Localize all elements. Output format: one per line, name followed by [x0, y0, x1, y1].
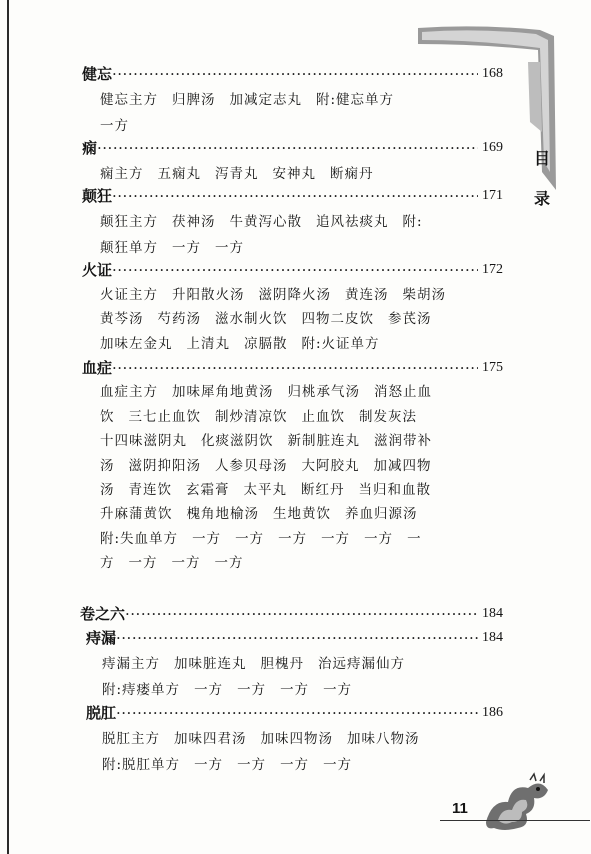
toc-page-number: 175 [482, 360, 503, 375]
toc-page-number: 186 [482, 705, 503, 720]
toc-subentry-line [100, 529, 436, 549]
dragon-ornament [478, 772, 553, 834]
toc-subentry-line [100, 116, 143, 136]
toc-subentry[interactable]: 加味四君汤 [174, 731, 247, 747]
toc-subentry[interactable]: 一方 [192, 530, 222, 547]
toc-subentry[interactable]: 滋阴降火汤 [258, 286, 331, 303]
toc-heading[interactable] [86, 628, 503, 648]
toc-leader-dots [97, 138, 478, 158]
toc-subentry[interactable]: 泻青丸 [215, 166, 259, 182]
toc-subentry[interactable]: 一方 [100, 118, 129, 134]
toc-subentry[interactable]: 制发灰法 [359, 408, 417, 425]
toc-subentry[interactable]: 五痫丸 [157, 166, 201, 182]
toc-subentry[interactable]: 十四味滋阴丸 [100, 433, 187, 450]
toc-subentry[interactable]: 附:失血单方 [100, 530, 179, 547]
toc-subentry[interactable]: 升麻蒲黄饮 [100, 506, 173, 523]
toc-heading-title: 痫 [82, 139, 98, 157]
toc-subentry-line [100, 480, 445, 500]
toc-subentry[interactable]: 汤 [100, 482, 115, 498]
toc-subentry[interactable]: 柴胡汤 [402, 286, 446, 303]
toc-subentry[interactable]: 一方 [172, 240, 201, 256]
toc-subentry[interactable]: 止血饮 [301, 408, 345, 425]
toc-subentry-line [100, 90, 408, 110]
toc-subentry[interactable]: 青连饮 [128, 482, 172, 498]
toc-subentry[interactable]: 汤 [100, 457, 115, 474]
page-number: 11 [452, 800, 468, 817]
toc-subentry[interactable]: 加味四物汤 [260, 731, 333, 747]
toc-leader-dots [112, 260, 478, 280]
toc-leader-dots [116, 628, 478, 648]
toc-heading[interactable] [82, 260, 503, 280]
toc-subentry[interactable]: 一方 [128, 555, 158, 572]
toc-subentry[interactable]: 滋润带补 [374, 433, 432, 450]
toc-subentry[interactable]: 一方 [235, 530, 265, 547]
toc-subentry[interactable]: 一方 [215, 240, 244, 256]
toc-subentry[interactable]: 归桃承气汤 [287, 384, 360, 401]
toc-heading-title: 血症 [82, 359, 113, 377]
toc-subentry[interactable]: 归脾汤 [172, 92, 216, 108]
toc-subentry-line [100, 431, 446, 451]
toc-subentry[interactable]: 生地黄饮 [273, 506, 331, 523]
toc-subentry-line [102, 680, 366, 700]
toc-subentry[interactable]: 断痫丹 [330, 166, 374, 182]
toc-page-number: 172 [482, 262, 503, 277]
toc-subentry[interactable]: 凉膈散 [244, 335, 288, 352]
toc-subentry[interactable]: 一方 [364, 530, 394, 547]
toc-leader-dots [116, 703, 478, 723]
toc-leader-dots [112, 186, 478, 206]
toc-subentry-line [100, 407, 431, 427]
toc-subentry[interactable]: 四物二皮饮 [301, 311, 374, 327]
toc-heading-title: 健忘 [82, 65, 113, 83]
toc-subentry[interactable]: 制炒清凉饮 [215, 408, 288, 425]
toc-heading-title: 脱肛 [86, 704, 117, 722]
toc-subentry-line [100, 238, 258, 258]
toc-subentry[interactable]: 加味左金丸 [100, 335, 173, 352]
toc-subentry[interactable]: 一方 [321, 530, 351, 547]
toc-subentry[interactable]: 一方 [280, 757, 310, 773]
toc-subentry[interactable]: 滋水制火饮 [215, 311, 288, 327]
toc-subentry[interactable]: 当归和血散 [358, 482, 431, 498]
toc-subentry-line [100, 309, 446, 329]
toc-subentry[interactable]: 附:健忘单方 [316, 92, 395, 108]
toc-subentry[interactable]: 方 [100, 555, 115, 572]
toc-subentry[interactable]: 人参贝母汤 [215, 457, 288, 474]
toc-subentry[interactable]: 断红丹 [301, 482, 345, 498]
toc-subentry-line [100, 285, 460, 305]
toc-subentry[interactable]: 芍药汤 [157, 311, 201, 327]
toc-page-number: 171 [482, 188, 503, 203]
toc-subentry[interactable]: 附:脱肛单方 [102, 757, 181, 773]
toc-leader-dots [112, 358, 478, 378]
toc-subentry[interactable]: 参芪汤 [388, 311, 432, 327]
toc-subentry[interactable]: 上清丸 [186, 335, 230, 352]
toc-subentry[interactable]: 化痰滋阴饮 [201, 433, 274, 450]
toc-heading[interactable] [80, 604, 503, 624]
toc-heading-title: 火证 [82, 261, 113, 279]
toc-subentry[interactable]: 一方 [194, 682, 224, 698]
toc-subentry[interactable]: 新制脏连丸 [287, 433, 360, 450]
toc-subentry[interactable]: 脱肛主方 [102, 731, 160, 747]
toc-subentry[interactable]: 加减四物 [373, 457, 432, 474]
toc-subentry-line [100, 164, 388, 184]
toc-leader-dots [112, 64, 478, 84]
toc-subentry[interactable]: 颠狂单方 [100, 240, 158, 256]
toc-subentry-line [100, 456, 446, 476]
toc-subentry[interactable]: 玄霜膏 [186, 482, 230, 498]
toc-subentry[interactable]: 一方 [323, 757, 353, 773]
toc-subentry[interactable]: 颠狂主方 [100, 214, 158, 230]
toc-subentry-line [100, 504, 432, 524]
toc-subentry[interactable]: 黄芩汤 [100, 311, 144, 327]
toc-subentry[interactable]: 大阿胶丸 [301, 457, 360, 474]
toc-heading-title: 颠狂 [82, 187, 113, 205]
toc-subentry[interactable]: 健忘主方 [100, 92, 158, 108]
toc-subentry[interactable]: 附:火证单方 [301, 335, 380, 352]
toc-subentry[interactable]: 火证主方 [100, 286, 158, 303]
toc-subentry[interactable]: 滋阴抑阳汤 [128, 457, 201, 474]
toc-heading[interactable] [82, 138, 503, 158]
toc-subentry[interactable]: 消怒止血 [374, 384, 432, 401]
side-tab-char-2: 录 [533, 189, 550, 208]
toc-heading[interactable] [82, 64, 503, 84]
toc-subentry-line [100, 382, 446, 402]
toc-subentry[interactable]: 黄连汤 [345, 286, 389, 303]
toc-page-number: 184 [482, 606, 503, 621]
toc-subentry[interactable]: 附:痔瘘单方 [102, 682, 181, 698]
toc-heading-title: 痔漏 [86, 629, 117, 647]
toc-subentry[interactable]: 槐角地榆汤 [186, 506, 259, 523]
toc-subentry[interactable]: 胆槐丹 [260, 656, 304, 672]
toc-subentry[interactable]: 一方 [280, 682, 310, 698]
toc-subentry-line [102, 755, 366, 775]
toc-leader-dots [125, 604, 478, 624]
toc-heading[interactable] [82, 186, 503, 206]
toc-subentry[interactable]: 升阳散火汤 [172, 286, 245, 303]
toc-subentry[interactable]: 一方 [237, 757, 267, 773]
toc-subentry[interactable]: 附: [402, 214, 423, 230]
toc-subentry[interactable]: 血症主方 [100, 384, 158, 401]
toc-subentry[interactable]: 茯神汤 [172, 214, 216, 230]
toc-subentry[interactable]: 一 [407, 530, 422, 547]
toc-subentry[interactable]: 加减定志丸 [229, 92, 302, 108]
toc-subentry[interactable]: 一方 [278, 530, 308, 547]
toc-page-number: 169 [482, 140, 503, 155]
toc-heading[interactable] [82, 358, 503, 378]
toc-subentry[interactable]: 一方 [171, 555, 201, 572]
toc-subentry[interactable]: 一方 [237, 682, 267, 698]
toc-heading-title: 卷之六 [80, 605, 126, 623]
toc-subentry[interactable]: 安神丸 [272, 166, 316, 182]
toc-subentry-line [100, 212, 437, 232]
side-tab-char-1: 目 [533, 149, 550, 168]
toc-subentry[interactable]: 痔漏主方 [102, 656, 160, 672]
toc-subentry[interactable]: 太平丸 [243, 482, 287, 498]
toc-subentry[interactable]: 养血归源汤 [345, 506, 418, 523]
toc-subentry[interactable]: 加味犀角地黄汤 [172, 384, 274, 401]
toc-subentry[interactable]: 一方 [194, 757, 224, 773]
toc-subentry[interactable]: 加味脏连丸 [174, 656, 247, 672]
toc-subentry[interactable]: 加味八物汤 [347, 731, 420, 747]
toc-subentry[interactable]: 一方 [214, 555, 244, 572]
footer-rule [440, 820, 590, 821]
toc-subentry-line [100, 334, 394, 354]
toc-subentry[interactable]: 追风祛痰丸 [316, 214, 389, 230]
toc-subentry-line [102, 654, 419, 674]
toc-subentry[interactable]: 三七止血饮 [128, 408, 201, 425]
toc-subentry[interactable]: 痫主方 [100, 166, 144, 182]
toc-subentry[interactable]: 治远痔漏仙方 [318, 656, 405, 672]
toc-page-number: 168 [482, 66, 503, 81]
toc-subentry-line [102, 729, 434, 749]
toc-heading[interactable] [86, 703, 503, 723]
toc-subentry[interactable]: 一方 [323, 682, 353, 698]
toc-subentry[interactable]: 饮 [100, 408, 115, 425]
toc-subentry[interactable]: 牛黄泻心散 [229, 214, 302, 230]
toc-subentry-line [100, 553, 258, 573]
toc-page-number: 184 [482, 630, 503, 645]
